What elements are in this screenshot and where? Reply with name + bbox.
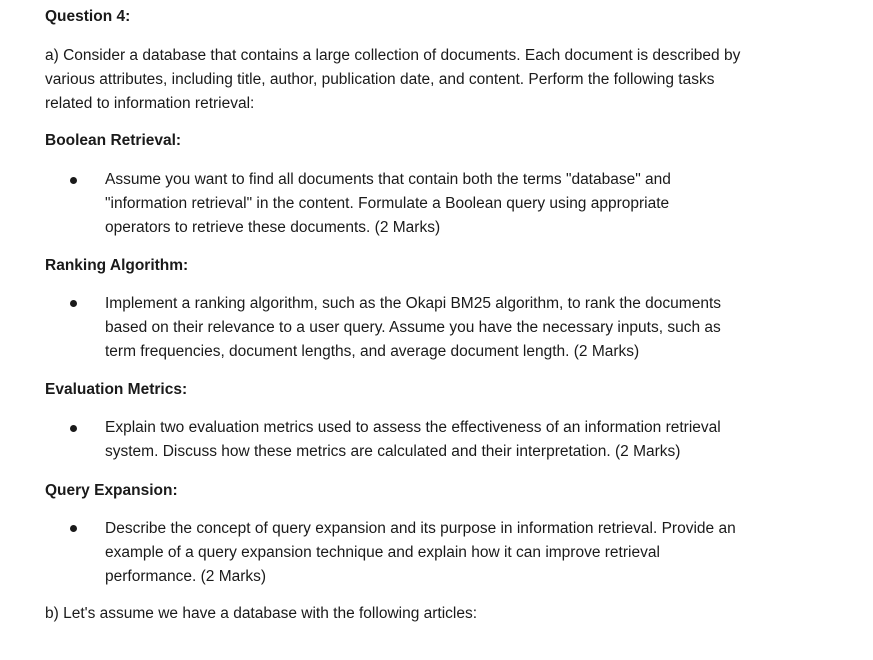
boolean-retrieval-text-line-1: Assume you want to find all documents that contain both the terms "database" and: [105, 171, 671, 188]
section-heading-query-expansion: Query Expansion:: [45, 482, 178, 499]
bullet-dot: [70, 525, 77, 532]
section-heading-ranking-algorithm: Ranking Algorithm:: [45, 257, 189, 274]
query-expansion-text-line-1: Describe the concept of query expansion and its purpose in information retrieval. Provide an: [105, 520, 736, 537]
question-title: Question 4:: [45, 8, 131, 25]
part-a-intro-line-3: related to information retrieval:: [45, 95, 255, 112]
query-expansion-text-line-3: performance. (2 Marks): [105, 568, 267, 585]
section-heading-boolean-retrieval: Boolean Retrieval:: [45, 132, 182, 149]
boolean-retrieval-text-line-2: "information retrieval" in the content. Formulate a Boolean query using appropriate: [105, 195, 670, 212]
ranking-algorithm-text-line-2: based on their relevance to a user query. Assume you have the necessary inputs, such as: [105, 319, 721, 336]
part-b-intro: b) Let's assume we have a database with the following articles:: [45, 605, 478, 622]
bullet-dot: [70, 300, 77, 307]
evaluation-metrics-text-line-2: system. Discuss how these metrics are calculated and their interpretation. (2 Marks): [105, 443, 681, 460]
section-heading-evaluation-metrics: Evaluation Metrics:: [45, 381, 188, 398]
part-a-intro-line-1: a) Consider a database that contains a large collection of documents. Each document is described by: [45, 47, 741, 64]
bullet-dot: [70, 425, 77, 432]
ranking-algorithm-text-line-3: term frequencies, document lengths, and average document length. (2 Marks): [105, 343, 640, 360]
part-a-intro-line-2: various attributes, including title, author, publication date, and content. Perform the following tasks: [45, 71, 715, 88]
ranking-algorithm-text-line-1: Implement a ranking algorithm, such as the Okapi BM25 algorithm, to rank the documents: [105, 295, 721, 312]
boolean-retrieval-text-line-3: operators to retrieve these documents. (2 Marks): [105, 219, 441, 236]
query-expansion-text-line-2: example of a query expansion technique and explain how it can improve retrieval: [105, 544, 660, 561]
evaluation-metrics-text-line-1: Explain two evaluation metrics used to assess the effectiveness of an information retrieval: [105, 419, 721, 436]
bullet-dot: [70, 177, 77, 184]
